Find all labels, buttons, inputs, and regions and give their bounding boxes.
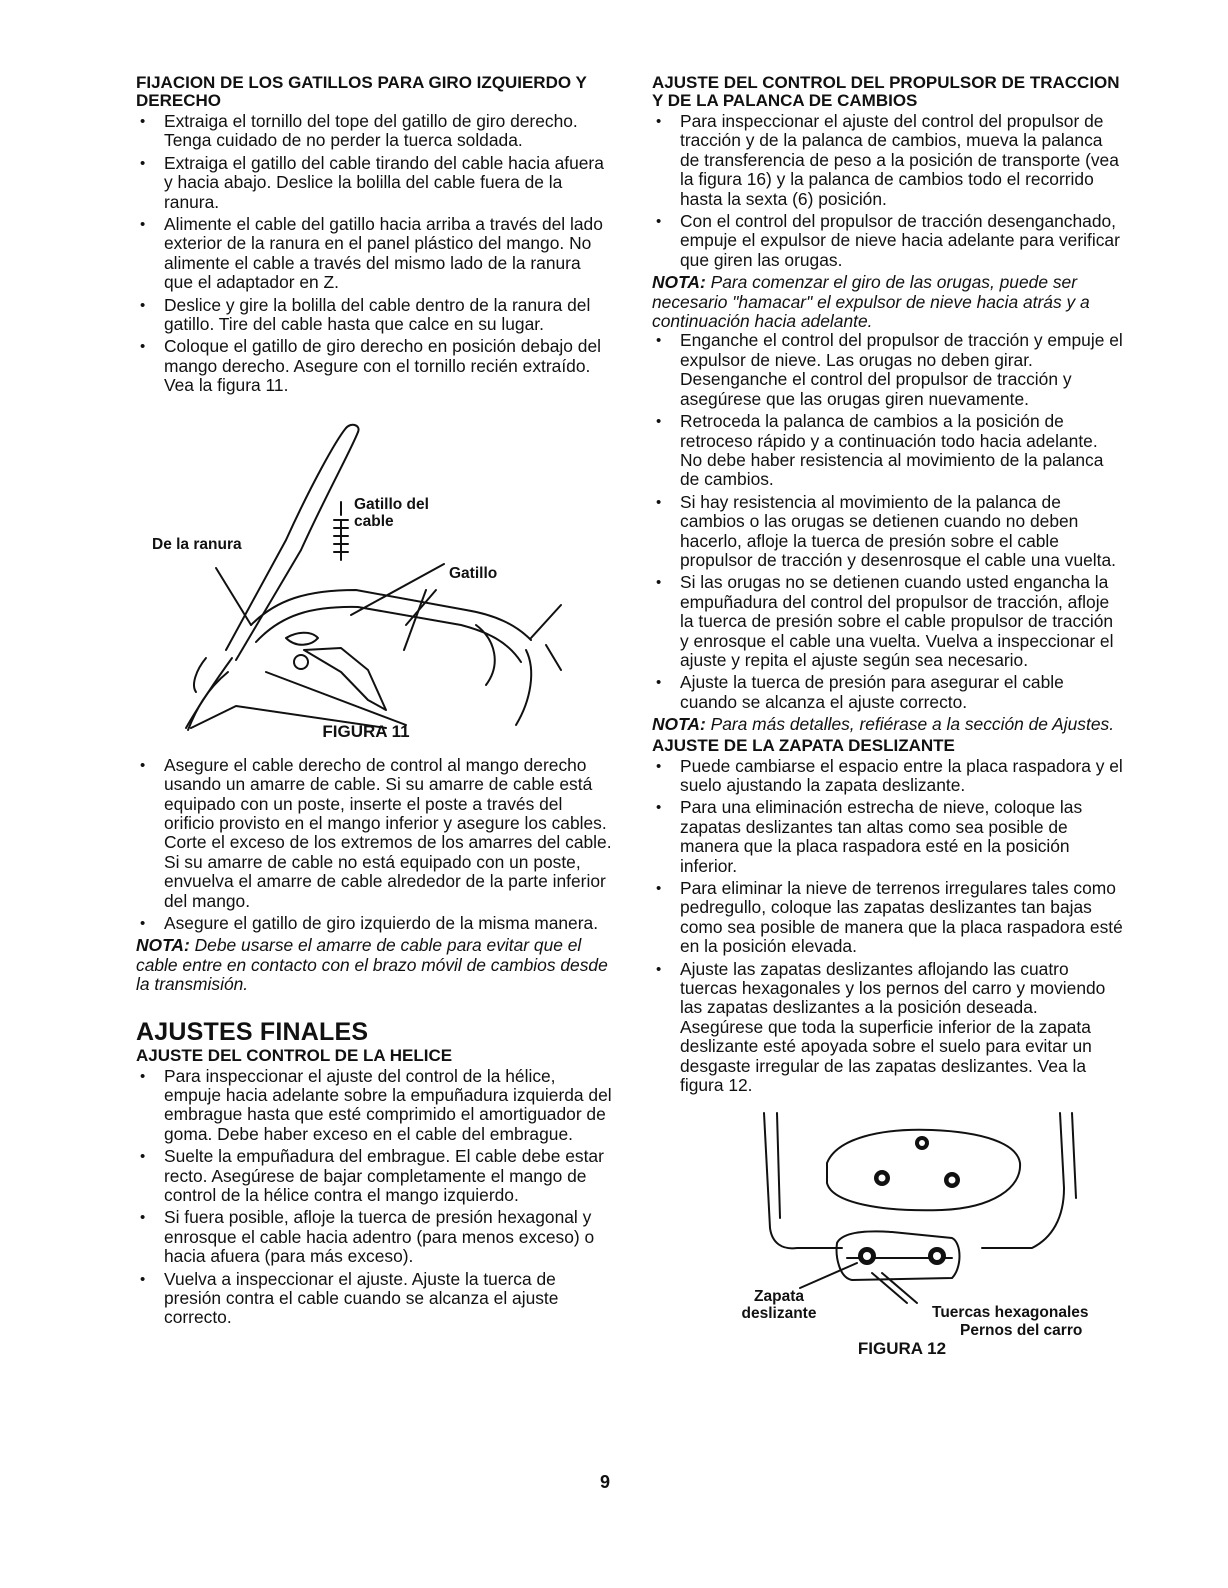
bolt-icon <box>294 655 308 669</box>
note-text: Para comenzar el giro de las orugas, puede ser necesario "hamacar" el expulsor de nieve hacia atrás y a continuación hacia adelante. <box>652 272 1090 332</box>
list-item: • Enganche el control del propulsor de tracción y empuje el expulsor de nieve. Las orugas no deben girar. Desenganche el control del propulsor de tracción y asegúrese que las orugas giren nuevamente. <box>652 331 1124 409</box>
list-item: • Deslice y gire la bolilla del cable dentro de la ranura del gatillo. Tire del cable hasta que calce en su lugar. <box>136 296 614 335</box>
note-rocking <box>652 273 1124 331</box>
trigger-attach-list <box>136 112 614 396</box>
note-text: Para más detalles, refiérase a la sección de Ajustes. <box>705 714 1115 735</box>
cable-tie-list <box>136 756 614 934</box>
trigger-illustration <box>136 410 614 740</box>
label-hex-nuts: Tuercas hexagonales <box>932 1303 1089 1321</box>
list-item: • Para eliminar la nieve de terrenos irregulares tales como pedregullo, coloque las zapatas deslizantes tan bajas como sea posible de manera que la placa raspadora esté en la posición elevada. <box>652 879 1124 957</box>
list-item: • Asegure el cable derecho de control al mango derecho usando un amarre de cable. Si su amarre de cable está equipado con un poste, inserte el poste a través del orificio provisto en el mango inferior y asegure los cables. Corte el exceso de los extremos de los amarres del cable. Si su amarre de cable no está equipado con un poste, envuelva el amarre de cable alrededor de la parte inferior del mango. <box>136 756 614 911</box>
list-item: • Si hay resistencia al movimiento de la palanca de cambios o las orugas se detienen cuando no deben hacerlo, afloje la tuerca de presión sobre el cable propulsor de tracción y desenrosque el cable una vuelta. <box>652 493 1124 571</box>
label-trigger-cable: Gatillo del cable <box>354 495 429 530</box>
section-subtitle-auger-control: AJUSTE DEL CONTROL DE LA HELICE <box>136 1045 453 1065</box>
label-skid-shoe: Zapata deslizante <box>741 1287 817 1322</box>
note-label: NOTA: <box>136 935 190 956</box>
section-title-skid-shoe: AJUSTE DE LA ZAPATA DESLIZANTE <box>652 735 955 755</box>
list-item: • Vuelva a inspeccionar el ajuste. Ajuste la tuerca de presión contra el cable cuando se alcanza el ajuste correcto. <box>136 1270 614 1328</box>
label-slot: De la ranura <box>152 535 242 553</box>
list-item: • Asegure el gatillo de giro izquierdo de la misma manera. <box>136 914 614 933</box>
list-item: • Coloque el gatillo de giro derecho en posición debajo del mango derecho. Asegure con el tornillo recién extraído. Vea la figura 11. <box>136 337 614 395</box>
right-column <box>652 74 1124 1358</box>
list-item: • Para inspeccionar el ajuste del control del propulsor de tracción y de la palanca de cambios, mueva la palanca de transferencia de peso a la posición de transporte (vea la figura 16) y la palanca de cambios todo el recorrido hasta la sexta (6) posición. <box>652 112 1124 209</box>
note-text: Debe usarse el amarre de cable para evitar que el cable entre en contacto con el brazo móvil de cambios desde la transmisión. <box>136 935 608 995</box>
drive-shift-list-b <box>652 331 1124 712</box>
label-carriage-bolts: Pernos del carro <box>960 1321 1083 1339</box>
list-item: • Con el control del propulsor de tracción desenganchado, empuje el expulsor de nieve hacia adelante para verificar que giren las orugas. <box>652 212 1124 270</box>
skid-shoe-list <box>652 757 1124 1096</box>
list-item: • Si las orugas no se detienen cuando usted engancha la empuñadura del control del propulsor de tracción, afloje la tuerca de presión sobre el cable propulsor de tracción y enrosque el cable una vuelta. Vuelva a inspeccionar el ajuste y repita el ajuste según sea necesario. <box>652 573 1124 670</box>
section-title-final-adjustments: AJUSTES FINALES <box>136 1017 369 1046</box>
figure-12 <box>652 1108 1124 1358</box>
drive-shift-list-a <box>652 112 1124 270</box>
section-title-drive-shift: AJUSTE DEL CONTROL DEL PROPULSOR DE TRACCION Y DE LA PALANCA DE CAMBIOS <box>652 73 1120 110</box>
list-item: • Extraiga el tornillo del tope del gatillo de giro derecho. Tenga cuidado de no perder la tuerca soldada. <box>136 112 614 151</box>
note-label: NOTA: <box>652 272 706 293</box>
figure-11-caption: FIGURA 11 <box>322 721 410 741</box>
label-trigger: Gatillo <box>449 564 498 582</box>
list-item: • Puede cambiarse el espacio entre la placa raspadora y el suelo ajustando la zapata deslizante. <box>652 757 1124 796</box>
left-column <box>136 74 614 1331</box>
list-item: • Extraiga el gatillo del cable tirando del cable hacia afuera y hacia abajo. Deslice la bolilla del cable fuera de la ranura. <box>136 154 614 212</box>
list-item: • Para inspeccionar el ajuste del control de la hélice, empuje hacia adelante sobre la empuñadura izquierda del embrague hasta que esté comprimido el amortiguador de goma. Debe haber exceso en el cable del embrague. <box>136 1067 614 1145</box>
list-item: • Suelte la empuñadura del embrague. El cable debe estar recto. Asegúrese de bajar completamente el mango de control de la hélice contra el mango izquierdo. <box>136 1147 614 1205</box>
list-item: • Ajuste las zapatas deslizantes aflojando las cuatro tuercas hexagonales y los pernos del carro y moviendo las zapatas deslizantes a la posición deseada. Asegúrese que toda la superficie inferior de la zapata deslizante esté apoyada sobre el suelo para evitar un desgaste irregular de las zapatas deslizantes. Vea la figura 12. <box>652 960 1124 1096</box>
figure-12-caption: FIGURA 12 <box>857 1338 947 1358</box>
hex-nut-icons <box>858 1136 960 1265</box>
section-title-trigger-attach: FIJACION DE LOS GATILLOS PARA GIRO IZQUIERDO Y DERECHO <box>136 73 587 110</box>
list-item: • Retroceda la palanca de cambios a la posición de retroceso rápido y a continuación todo hacia adelante. No debe haber resistencia al movimiento de la palanca de cambios. <box>652 412 1124 490</box>
list-item: • Para una eliminación estrecha de nieve, coloque las zapatas deslizantes tan altas como sea posible de manera que la placa raspadora esté en la posición inferior. <box>652 798 1124 876</box>
note-adjustments <box>652 715 1124 734</box>
list-item: • Si fuera posible, afloje la tuerca de presión hexagonal y enrosque el cable hacia adentro (para menos exceso) o hacia afuera (para más exceso). <box>136 1208 614 1266</box>
note-label: NOTA: <box>652 714 706 735</box>
auger-control-list <box>136 1067 614 1328</box>
figure-11 <box>136 410 614 740</box>
page-number: 9 <box>600 1472 611 1492</box>
list-item: • Alimente el cable del gatillo hacia arriba a través del lado exterior de la ranura en el panel plástico del mango. No alimente el cable a través del mismo lado de la ranura que el adaptador en Z. <box>136 215 614 293</box>
list-item: • Ajuste la tuerca de presión para asegurar el cable cuando se alcanza el ajuste correcto. <box>652 673 1124 712</box>
note-cable-tie <box>136 936 614 994</box>
